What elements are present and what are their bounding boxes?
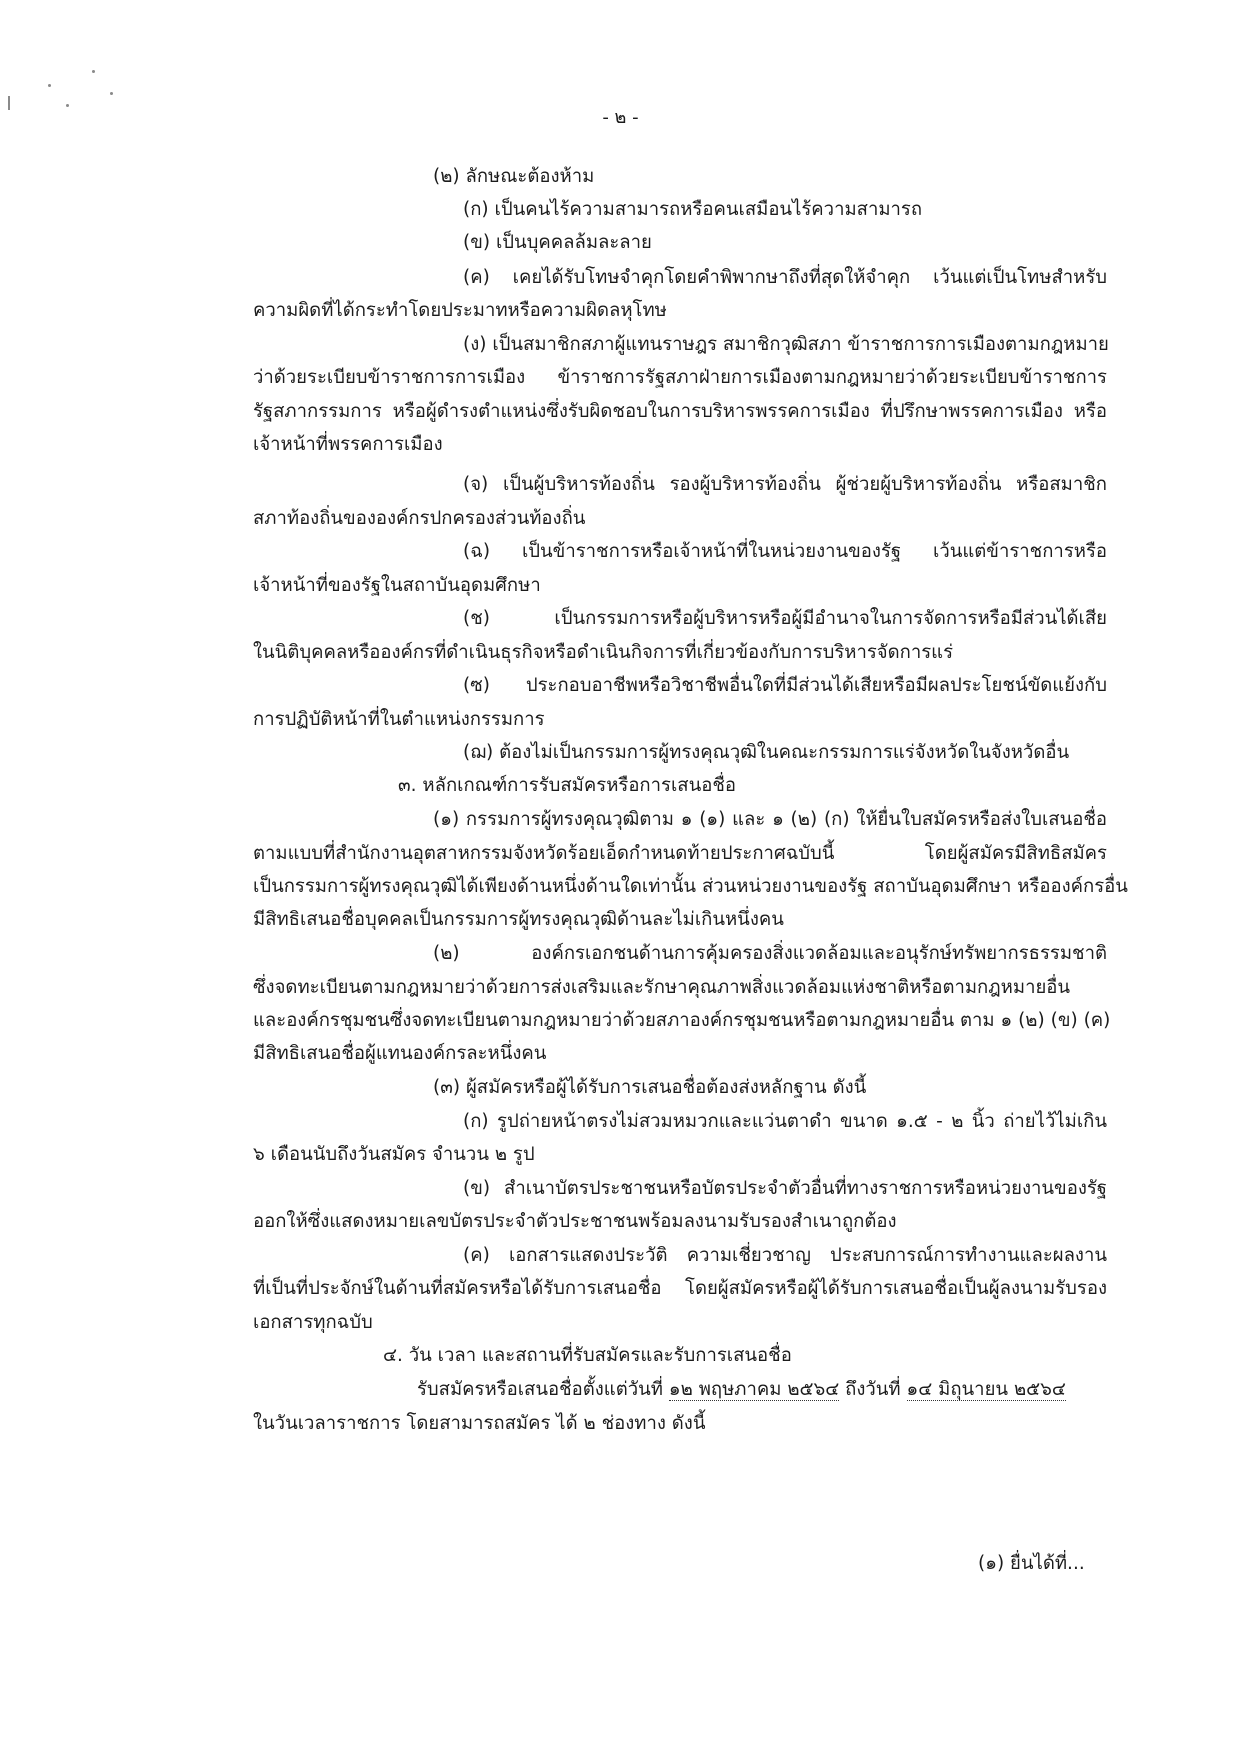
list-item: (๓) ผู้สมัครหรือผู้ได้รับการเสนอชื่อต้องส่งหลักฐาน ดังนี้ [433,1077,867,1098]
paragraph-line: เอกสารทุกฉบับ [253,1312,373,1333]
list-item: (ค) เอกสารแสดงประวัติ ความเชี่ยวชาญ ประสบการณ์การทำงานและผลงาน [463,1245,1107,1266]
paragraph-line: ในนิติบุคคลหรือองค์กรที่ดำเนินธุรกิจหรือดำเนินกิจการที่เกี่ยวข้องกับการบริหารจัดการแร่ [253,642,954,663]
list-item: (ซ) ประกอบอาชีพหรือวิชาชีพอื่นใดที่มีส่วนได้เสียหรือมีผลประโยชน์ขัดแย้งกับ [463,675,1107,696]
paragraph-line: เจ้าหน้าที่พรรคการเมือง [253,434,443,455]
start-date: ๑๒ พฤษภาคม ๒๕๖๔ [668,1379,840,1400]
paragraph-line: ซึ่งจดทะเบียนตามกฎหมายว่าด้วยการส่งเสริมและรักษาคุณภาพสิ่งแวดล้อมแห่งชาติหรือตามกฎหมายอื่น [253,977,1071,998]
page-continuation: (๑) ยื่นได้ที่... [978,1553,1085,1574]
paragraph-line: ๖ เดือนนับถึงวันสมัคร จำนวน ๒ รูป [253,1144,535,1165]
end-date: ๑๔ มิถุนายน ๒๕๖๔ [906,1379,1066,1400]
paragraph-line: การปฏิบัติหน้าที่ในตำแหน่งกรรมการ [253,709,545,730]
list-item: (๒) องค์กรเอกชนด้านการคุ้มครองสิ่งแวดล้อมและอนุรักษ์ทรัพยากรธรรมชาติ [433,943,1107,964]
paragraph-line: มีสิทธิเสนอชื่อบุคคลเป็นกรรมการผู้ทรงคุณวุฒิด้านละไม่เกินหนึ่งคน [253,909,784,930]
list-item: (๑) กรรมการผู้ทรงคุณวุฒิตาม ๑ (๑) และ ๑ (๒) (ก) ให้ยื่นใบสมัครหรือส่งใบเสนอชื่อ [433,809,1107,830]
scan-speck [92,70,95,73]
list-item: (ค) เคยได้รับโทษจำคุกโดยคำพิพากษาถึงที่สุดให้จำคุก เว้นแต่เป็นโทษสำหรับ [463,267,1107,288]
list-item: (ข) เป็นบุคคลล้มละลาย [463,232,652,253]
paragraph-line: ว่าด้วยระเบียบข้าราชการการเมือง ข้าราชการรัฐสภาฝ่ายการเมืองตามกฎหมายว่าด้วยระเบียบข้าราชการ [253,367,1107,388]
section-heading: ๓. หลักเกณฑ์การรับสมัครหรือการเสนอชื่อ [398,775,736,796]
page-number: - ๒ - [602,107,639,128]
schedule-line [417,1378,1066,1402]
paragraph-line: มีสิทธิเสนอชื่อผู้แทนองค์กรละหนึ่งคน [253,1043,547,1064]
section-heading: (๒) ลักษณะต้องห้าม [433,166,595,187]
list-item: (ข) สำเนาบัตรประชาชนหรือบัตรประจำตัวอื่นที่ทางราชการหรือหน่วยงานของรัฐ [463,1178,1107,1199]
paragraph-line: รัฐสภากรรมการ หรือผู้ดำรงตำแหน่งซึ่งรับผิดชอบในการบริหารพรรคการเมือง ที่ปรึกษาพรรคการเมือง หรือ [253,401,1107,422]
list-item: (ฌ) ต้องไม่เป็นกรรมการผู้ทรงคุณวุฒิในคณะกรรมการแร่จังหวัดในจังหวัดอื่น [463,742,1070,763]
paragraph-line: และองค์กรชุมชนซึ่งจดทะเบียนตามกฎหมายว่าด้วยสภาองค์กรชุมชนหรือตามกฎหมายอื่น ตาม ๑ (๒) (ข) (ค) [253,1010,1111,1031]
scan-speck [48,84,51,87]
paragraph-line: เจ้าหน้าที่ของรัฐในสถาบันอุดมศึกษา [253,575,541,596]
paragraph-line: เป็นกรรมการผู้ทรงคุณวุฒิได้เพียงด้านหนึ่งด้านใดเท่านั้น ส่วนหน่วยงานของรัฐ สถาบันอุดมศึกษา หรือองค์กรอื่น [253,876,1128,897]
paragraph-line: ในวันเวลาราชการ โดยสามารถสมัคร ได้ ๒ ช่องทาง ดังนี้ [253,1413,706,1434]
list-item: (ช) เป็นกรรมการหรือผู้บริหารหรือผู้มีอำนาจในการจัดการหรือมีส่วนได้เสีย [463,608,1107,629]
list-item: (ก) เป็นคนไร้ความสามารถหรือคนเสมือนไร้ความสามารถ [463,199,923,220]
list-item: (ก) รูปถ่ายหน้าตรงไม่สวมหมวกและแว่นตาดำ ขนาด ๑.๕ - ๒ นิ้ว ถ่ายไว้ไม่เกิน [463,1111,1107,1132]
scan-speck [110,92,113,95]
paragraph-line: ตามแบบที่สำนักงานอุตสาหกรรมจังหวัดร้อยเอ็ดกำหนดท้ายประกาศฉบับนี้ โดยผู้สมัครมีสิทธิสมัคร [253,843,1107,864]
paragraph-line: สภาท้องถิ่นขององค์กรปกครองส่วนท้องถิ่น [253,508,586,529]
schedule-middle: ถึงวันที่ [845,1379,901,1400]
section-heading: ๔. วัน เวลา และสถานที่รับสมัครและรับการเสนอชื่อ [383,1345,792,1366]
paragraph-line: ออกให้ซึ่งแสดงหมายเลขบัตรประจำตัวประชาชนพร้อมลงนามรับรองสำเนาถูกต้อง [253,1211,897,1232]
list-item: (ง) เป็นสมาชิกสภาผู้แทนราษฎร สมาชิกวุฒิสภา ข้าราชการการเมืองตามกฎหมาย [463,334,1109,355]
paragraph-line: ที่เป็นที่ประจักษ์ในด้านที่สมัครหรือได้รับการเสนอชื่อ โดยผู้สมัครหรือผู้ได้รับการเสนอชื่อเป็นผู้ลงนามรับรอง [253,1278,1107,1299]
list-item: (จ) เป็นผู้บริหารท้องถิ่น รองผู้บริหารท้องถิ่น ผู้ช่วยผู้บริหารท้องถิ่น หรือสมาชิก [463,474,1107,495]
paragraph-line: ความผิดที่ได้กระทำโดยประมาทหรือความผิดลหุโทษ [253,300,667,321]
schedule-prefix: รับสมัครหรือเสนอชื่อตั้งแต่วันที่ [417,1379,663,1400]
list-item: (ฉ) เป็นข้าราชการหรือเจ้าหน้าที่ในหน่วยงานของรัฐ เว้นแต่ข้าราชการหรือ [463,541,1107,562]
